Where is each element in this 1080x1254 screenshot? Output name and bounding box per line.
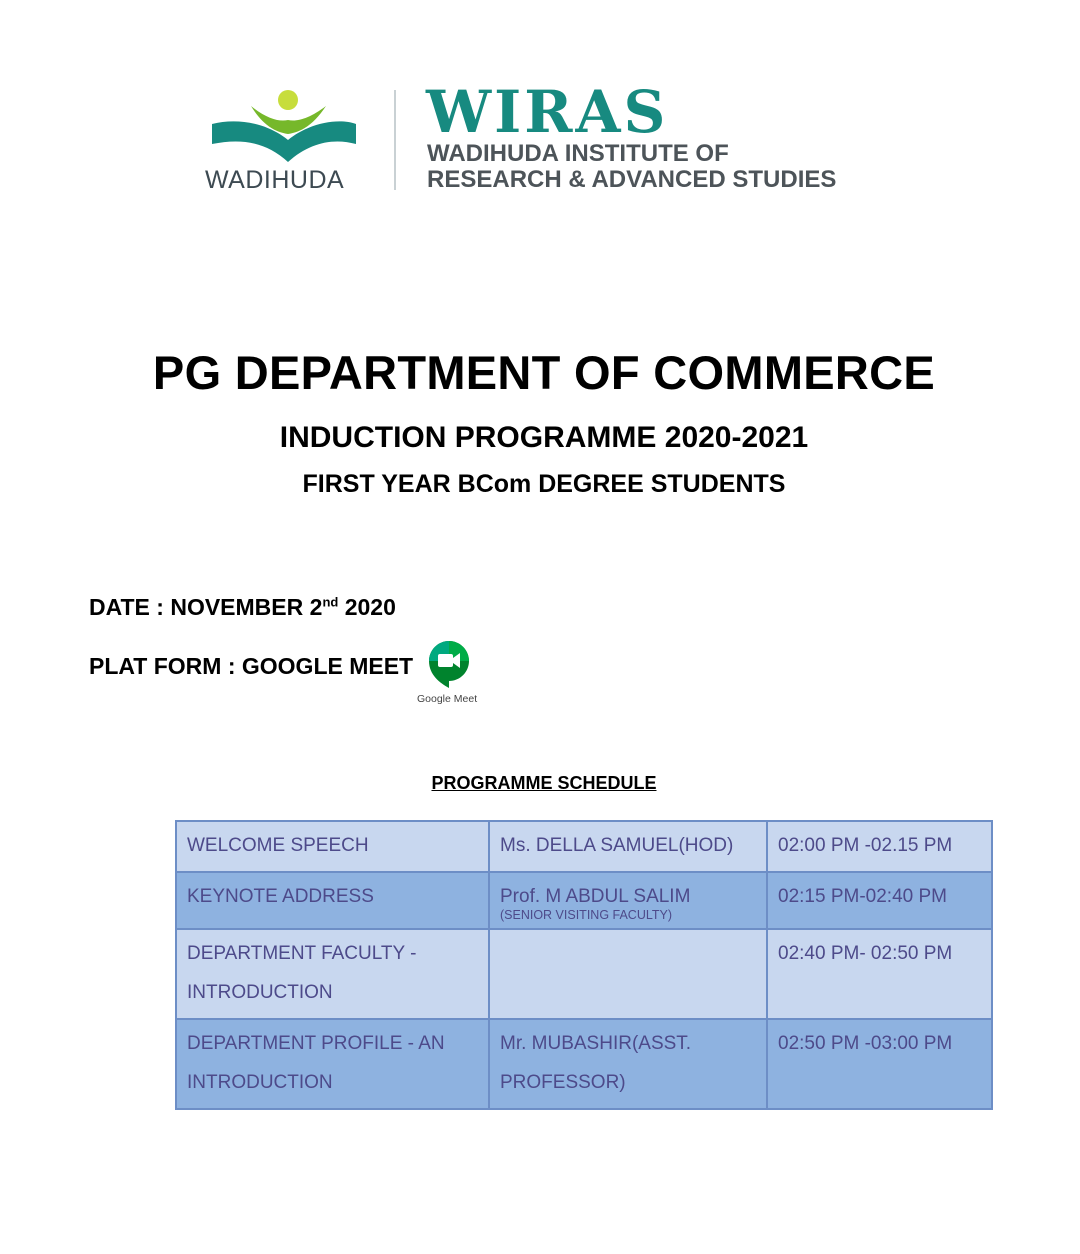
speaker-note: (SENIOR VISITING FACULTY): [500, 908, 673, 922]
table-row: [176, 872, 992, 929]
programme-title: INDUCTION PROGRAMME 2020-2021: [279, 421, 809, 454]
google-meet-logo: [412, 639, 486, 709]
schedule-title: PROGRAMME SCHEDULE: [431, 773, 657, 793]
event-cell: DEPARTMENT PROFILE - AN INTRODUCTION: [176, 1019, 489, 1109]
date-suffix: nd: [322, 594, 339, 610]
time-cell: 02:15 PM-02:40 PM: [767, 872, 992, 929]
time-cell: 02:00 PM -02.15 PM: [767, 821, 992, 872]
institution-logo: [200, 78, 860, 202]
platform-line: PLAT FORM : GOOGLE MEET: [89, 653, 414, 679]
date-label: DATE : NOVEMBER 2: [89, 594, 323, 620]
google-meet-icon: [427, 639, 471, 689]
wiras-subtitle-line1: WADIHUDA INSTITUTE OF: [427, 140, 729, 167]
wiras-subtitle-line2: RESEARCH & ADVANCED STUDIES: [427, 166, 837, 193]
time-cell: 02:50 PM -03:00 PM: [767, 1019, 992, 1109]
audience-title: FIRST YEAR BCom DEGREE STUDENTS: [302, 470, 786, 498]
speaker-cell: Mr. MUBASHIR(ASST. PROFESSOR): [489, 1019, 767, 1109]
table-row: [176, 929, 992, 1019]
wiras-brand: WIRAS: [426, 78, 669, 146]
time-cell: 02:40 PM- 02:50 PM: [767, 929, 992, 1019]
schedule-table: [175, 820, 993, 1110]
table-row: [176, 821, 992, 872]
speaker-name: Prof. M ABDUL SALIM: [500, 886, 691, 907]
date-line: [89, 594, 396, 621]
speaker-cell: [489, 872, 767, 929]
logo-divider: [394, 90, 396, 190]
event-cell: DEPARTMENT FACULTY - INTRODUCTION: [176, 929, 489, 1019]
wadihuda-wordmark: WADIHUDA: [205, 166, 345, 194]
wadihuda-emblem-icon: [206, 88, 356, 164]
speaker-cell: Ms. DELLA SAMUEL(HOD): [489, 821, 767, 872]
table-row: [176, 1019, 992, 1109]
date-year: 2020: [338, 594, 396, 620]
speaker-cell: [489, 929, 767, 1019]
department-title: PG DEPARTMENT OF COMMERCE: [152, 346, 936, 399]
google-meet-label: Google Meet: [417, 693, 478, 705]
event-cell: WELCOME SPEECH: [176, 821, 489, 872]
event-cell: KEYNOTE ADDRESS: [176, 872, 489, 929]
